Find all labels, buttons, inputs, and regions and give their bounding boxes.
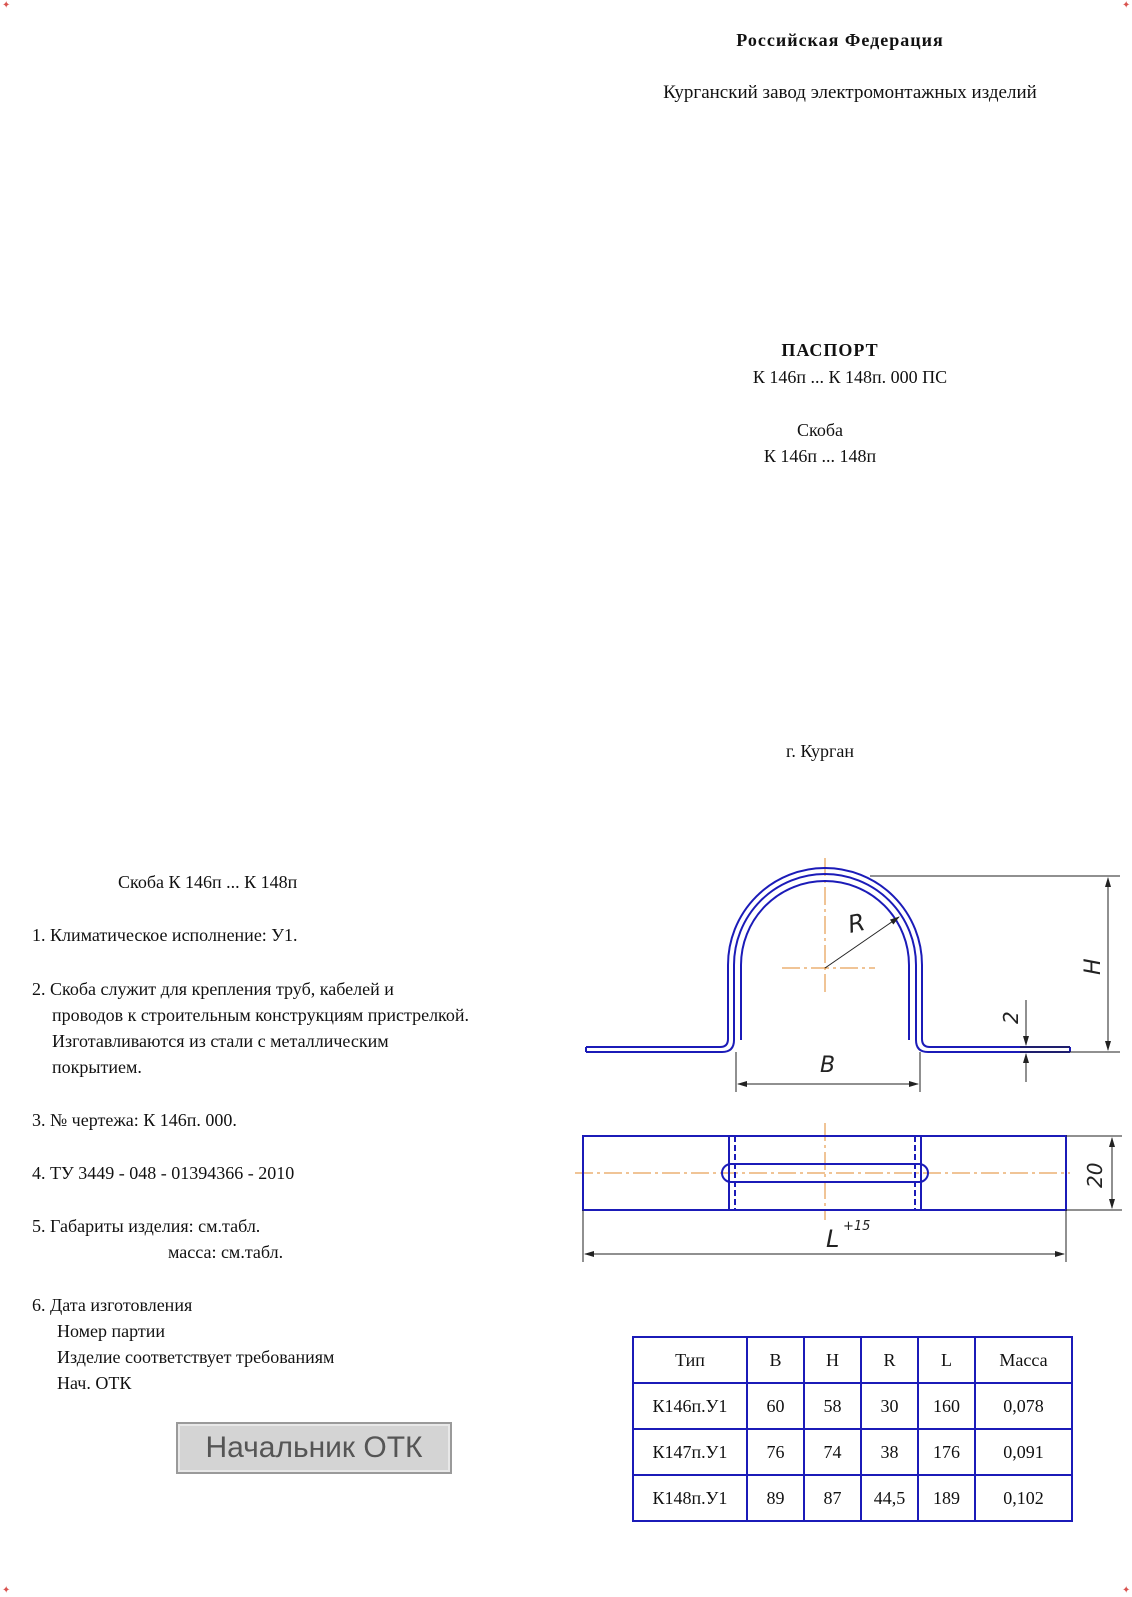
product-range: К 146п ... 148п bbox=[763, 446, 877, 466]
spec-item-5: 5. Габариты изделия: см.табл. bbox=[32, 1216, 261, 1236]
h-label: H bbox=[1081, 958, 1106, 975]
dimensions-table bbox=[632, 1336, 1073, 1522]
table-header-cell: R bbox=[861, 1337, 918, 1383]
table-cell: 58 bbox=[804, 1383, 861, 1429]
table-cell: 176 bbox=[918, 1429, 975, 1475]
table-cell: 87 bbox=[804, 1475, 861, 1521]
spec-item-1: 1. Климатическое исполнение: У1. bbox=[32, 925, 298, 945]
table-cell: К146п.У1 bbox=[633, 1383, 747, 1429]
table-cell: 60 bbox=[747, 1383, 804, 1429]
table-cell: 38 bbox=[861, 1429, 918, 1475]
spec-item-4: 4. ТУ 3449 - 048 - 01394366 - 2010 bbox=[32, 1163, 295, 1183]
spec-item-5-mass: масса: см.табл. bbox=[168, 1242, 284, 1262]
corner-mark: ✦ bbox=[2, 0, 11, 11]
table-row bbox=[633, 1429, 1072, 1475]
table-cell: 189 bbox=[918, 1475, 975, 1521]
table-cell: 74 bbox=[804, 1429, 861, 1475]
table-row bbox=[633, 1475, 1072, 1521]
thickness-label: 2 bbox=[999, 1011, 1023, 1024]
axis-lines bbox=[575, 858, 1070, 1220]
table-header-cell: Тип bbox=[633, 1337, 747, 1383]
passport-code: К 146п ... К 148п. 000 ПС bbox=[752, 367, 948, 387]
passport-title: ПАСПОРТ bbox=[781, 340, 879, 360]
table-cell: 160 bbox=[918, 1383, 975, 1429]
table-header-row bbox=[633, 1337, 1072, 1383]
table-cell: К148п.У1 bbox=[633, 1475, 747, 1521]
spec-item-2-line: проводов к строительным конструкциям пристрелкой. bbox=[52, 1005, 470, 1025]
table-cell: 30 bbox=[861, 1383, 918, 1429]
table-header-cell: L bbox=[918, 1337, 975, 1383]
l-label: L bbox=[826, 1225, 840, 1253]
city: г. Курган bbox=[785, 741, 854, 761]
spec-item-3: 3. № чертежа: К 146п. 000. bbox=[32, 1110, 237, 1130]
table-header-cell: H bbox=[804, 1337, 861, 1383]
table-header-cell: Масса bbox=[975, 1337, 1072, 1383]
width-label: 20 bbox=[1083, 1162, 1107, 1188]
plant-name: Курганский завод электромонтажных изделий bbox=[663, 82, 1037, 103]
table-cell: 89 bbox=[747, 1475, 804, 1521]
l-tolerance-label: +15 bbox=[843, 1219, 871, 1234]
table-row bbox=[633, 1383, 1072, 1429]
spec-item-2-line: 2. Скоба служит для крепления труб, кабелей и bbox=[32, 979, 394, 999]
r-label: R bbox=[845, 908, 868, 939]
table-cell: 76 bbox=[747, 1429, 804, 1475]
table-cell: 0,091 bbox=[975, 1429, 1072, 1475]
country-title: Российская Федерация bbox=[736, 30, 944, 50]
spec-item-6-line: Нач. ОТК bbox=[57, 1373, 132, 1393]
qc-stamp: Начальник ОТК bbox=[176, 1422, 452, 1474]
spec-item-2-line: покрытием. bbox=[52, 1057, 142, 1077]
product-name: Скоба bbox=[797, 420, 843, 440]
table-cell: К147п.У1 bbox=[633, 1429, 747, 1475]
table-cell: 0,102 bbox=[975, 1475, 1072, 1521]
b-label: B bbox=[820, 1053, 836, 1078]
corner-mark: ✦ bbox=[2, 1585, 11, 1596]
spec-item-6-line: 6. Дата изготовления bbox=[32, 1295, 193, 1315]
spec-item-2-line: Изготавливаются из стали с металлическим bbox=[52, 1031, 389, 1051]
table-cell: 44,5 bbox=[861, 1475, 918, 1521]
corner-mark: ✦ bbox=[1122, 0, 1131, 11]
thickness-dimension bbox=[1020, 1000, 1070, 1082]
spec-item-6-line: Изделие соответствует требованиям bbox=[57, 1347, 335, 1367]
corner-mark: ✦ bbox=[1122, 1585, 1131, 1596]
bracket-side-view bbox=[586, 868, 1070, 1052]
table-header-cell: B bbox=[747, 1337, 804, 1383]
table-cell: 0,078 bbox=[975, 1383, 1072, 1429]
spec-title: Скоба К 146п ... К 148п bbox=[118, 872, 298, 892]
spec-item-6-line: Номер партии bbox=[57, 1321, 166, 1341]
